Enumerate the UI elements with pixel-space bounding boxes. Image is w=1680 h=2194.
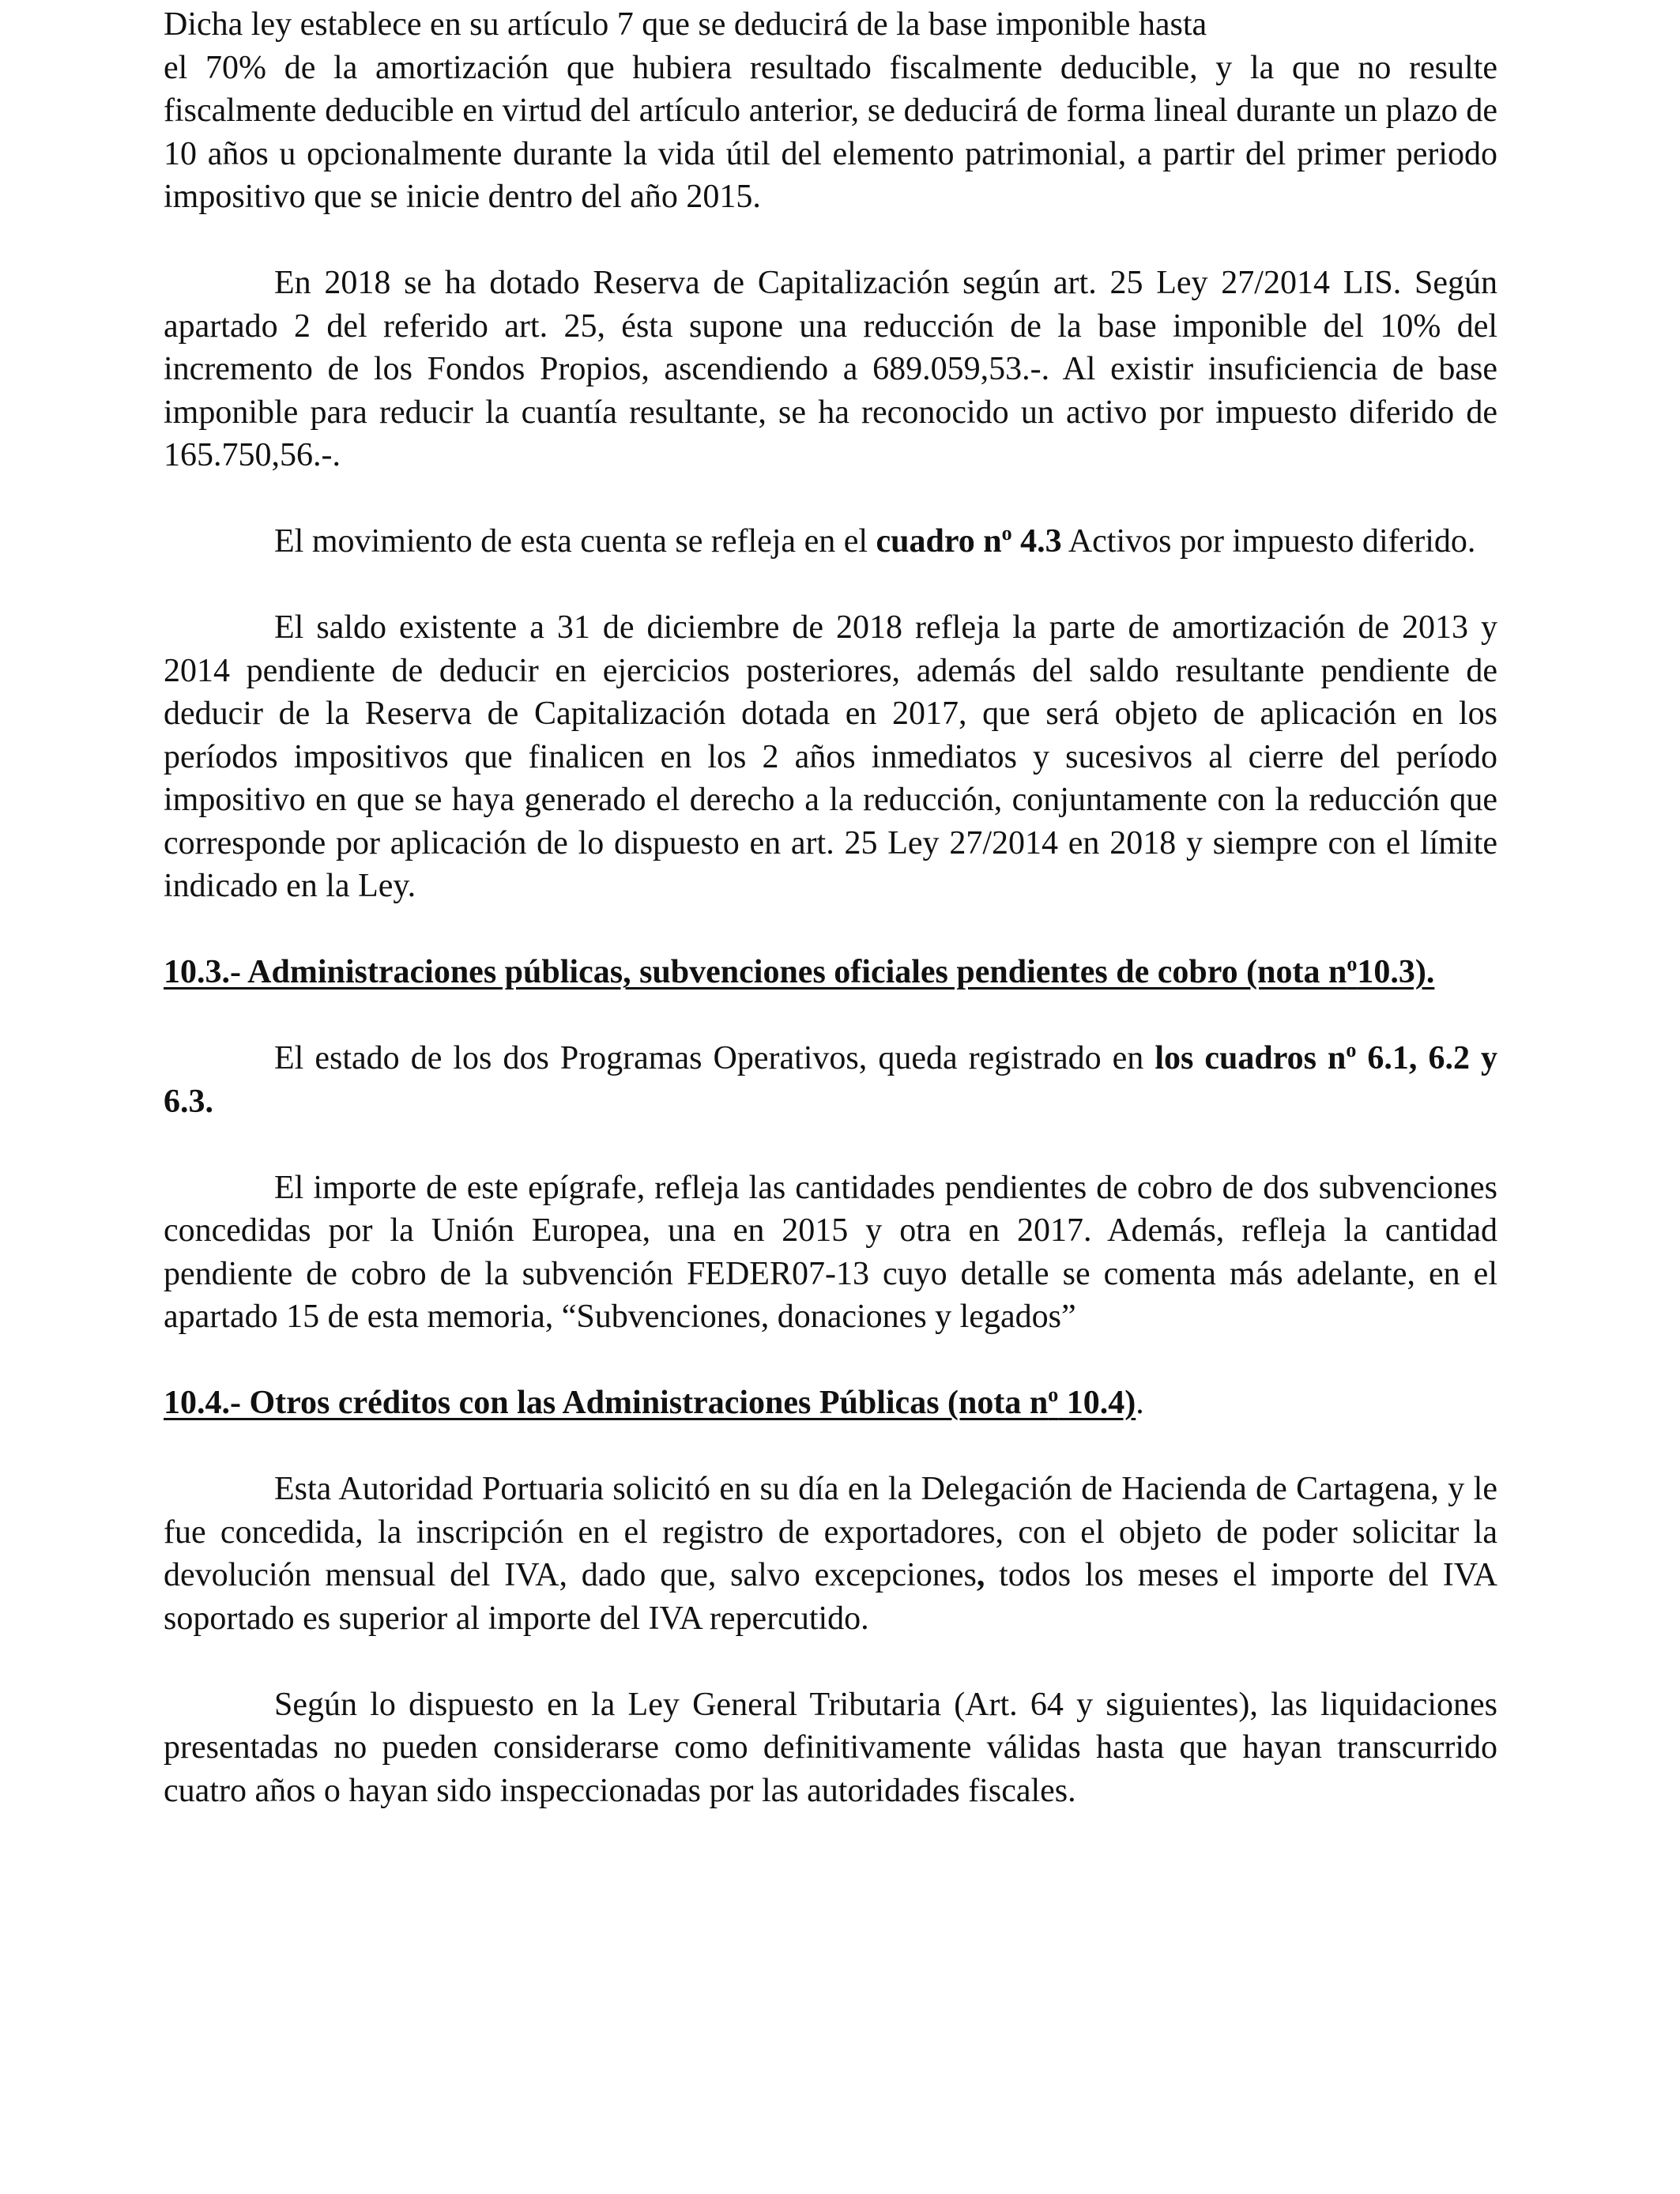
paragraph-2-text: En 2018 se ha dotado Reserva de Capitalización según art. 25 Ley 27/2014 LIS. Según apartado 2 del referido art. 25, ésta supone una reducción de la base imponible del 10% del incremento de los Fondos Propios, ascendiendo a 689.059,53.-. Al existir insuficiencia de base imponible para reducir la cuantía resultante, se ha reconocido un activo por impuesto diferido de 165.750,56.-. [164, 265, 1497, 473]
paragraph-movimiento-cuenta [164, 520, 1497, 564]
paragraph-reserva-capitalizacion [164, 262, 1497, 477]
paragraph-3-text-before: El movimiento de esta cuenta se refleja en el [274, 523, 876, 560]
cuadro-reference-text: cuadro n [876, 523, 1002, 560]
document-page [164, 3, 1497, 1812]
paragraph-7-text-after: todos los meses el importe del IVA soportado es superior al importe del IVA repercutido. [164, 1557, 1497, 1637]
paragraph-saldo-existente [164, 606, 1497, 908]
paragraph-5-text-before: El estado de los dos Programas Operativos, queda registrado en [274, 1040, 1155, 1076]
paragraph-6-text: El importe de este epígrafe, refleja las cantidades pendientes de cobro de dos subvenciones concedidas por la Unión Europea, una en 2015 y otra en 2017. Además, refleja la cantidad pendiente de cobro de la subvención FEDER07-13 cuyo detalle se comenta más adelante, en el apartado 15 de esta memoria, “Subvenciones, donaciones y legados” [164, 1169, 1497, 1335]
heading-10-4-text: 10.4.- Otros créditos con las Administraciones Públicas (nota n [164, 1385, 1049, 1421]
heading-10-4-number: 10.4) [1058, 1385, 1136, 1421]
paragraph-programas-operativos [164, 1037, 1497, 1123]
cuadro-reference-number: 4.3 [1011, 523, 1062, 560]
bold-comma: , [976, 1557, 985, 1593]
section-heading-10-4 [164, 1385, 1136, 1421]
paragraph-1 [164, 47, 1497, 219]
paragraph-registro-exportadores [164, 1468, 1497, 1640]
ordinal-superscript: o [1347, 952, 1358, 975]
ordinal-superscript: o [1048, 1383, 1059, 1406]
section-heading-10-3 [164, 951, 1497, 994]
paragraph-3-text-after: Activos por impuesto diferido. [1061, 523, 1476, 560]
cuadros-reference-numbers: 6.1, 6.2 y 6.3. [164, 1040, 1497, 1120]
paragraph-7-text-before: Esta Autoridad Portuaria solicitó en su día en la Delegación de Hacienda de Cartagena, y le fue concedida, la inscripción en el registro de exportadores, con el objeto de poder solicitar la devolución mensual del IVA, dado que, salvo excepciones [164, 1471, 1497, 1593]
paragraph-importe-epigrafe [164, 1167, 1497, 1339]
paragraph-1-line-1-text: Dicha ley establece en su artículo 7 que se deducirá de la base imponible hasta [164, 6, 1207, 43]
section-heading-10-4-line [164, 1382, 1497, 1425]
ordinal-superscript: o [1346, 1039, 1357, 1061]
cuadro-reference [876, 523, 1062, 560]
paragraph-4-text: El saldo existente a 31 de diciembre de 2018 refleja la parte de amortización de 2013 y 2014 pendiente de deducir en ejercicios posteriores, además del saldo resultante pendiente de deducir de la Reserva de Capitalización dotada en 2017, que será objeto de aplicación en los períodos impositivos que finalicen en los 2 años inmediatos y sucesivos al cierre del período impositivo en que se haya generado el derecho a la reducción, conjuntamente con la reducción que corresponde por aplicación de lo dispuesto en art. 25 Ley 27/2014 en 2018 y siempre con el límite indicado en la Ley. [164, 609, 1497, 904]
heading-10-3-number: 10.3). [1357, 954, 1435, 990]
paragraph-ley-general-tributaria [164, 1683, 1497, 1813]
paragraph-1-text: el 70% de la amortización que hubiera resultado fiscalmente deducible, y la que no resulte fiscalmente deducible en virtud del artículo anterior, se deducirá de forma lineal durante un plazo de 10 años u opcionalmente durante la vida útil del elemento patrimonial, a partir del primer periodo impositivo que se inicie dentro del año 2015. [164, 49, 1497, 215]
cuadros-reference-text: los cuadros n [1155, 1040, 1347, 1076]
ordinal-superscript: o [1001, 522, 1012, 545]
heading-10-3-text: 10.3.- Administraciones públicas, subvenciones oficiales pendientes de cobro (nota n [164, 954, 1347, 990]
paragraph-1-line-1 [164, 3, 1497, 47]
heading-10-4-period: . [1136, 1385, 1144, 1421]
paragraph-8-text: Según lo dispuesto en la Ley General Tributaria (Art. 64 y siguientes), las liquidaciones presentadas no pueden considerarse como definitivamente válidas hasta que hayan transcurrido cuatro años o hayan sido inspeccionadas por las autoridades fiscales. [164, 1686, 1497, 1809]
